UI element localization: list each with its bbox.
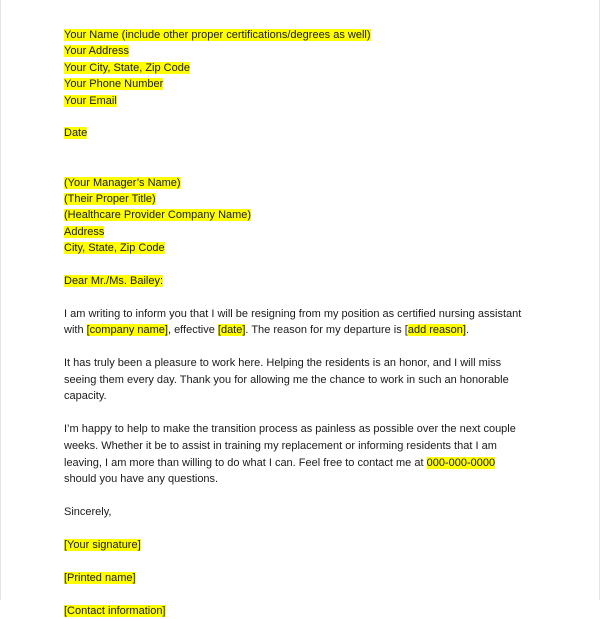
sender-phone: Your Phone Number	[64, 78, 164, 91]
paragraph-1-line-2: with [company name], effective [date]. The reason for my departure is [add reason].	[64, 324, 470, 337]
paragraph-1	[64, 306, 564, 339]
contact-information-placeholder: [Contact information]	[64, 604, 166, 617]
printed-name-placeholder: [Printed name]	[64, 571, 136, 584]
letter-body	[64, 27, 564, 619]
phone-placeholder: 000-000-0000	[426, 456, 496, 469]
sender-city-state-zip: Your City, State, Zip Code	[64, 61, 190, 74]
date-placeholder: [date]	[217, 324, 246, 337]
paragraph-3-line-3: leaving, I am more than willing to do what I can. Feel free to contact me at 000-000-0000	[64, 456, 496, 469]
sender-address: Your Address	[64, 45, 130, 58]
sender-name: Your Name (include other proper certifications/degrees as well)	[64, 29, 371, 41]
paragraph-3-line-4: should you have any questions.	[64, 473, 219, 486]
paragraph-3-line-1: I’m happy to help to make the transition process as painless as possible over the next couple	[64, 423, 516, 436]
paragraph-2-line-3: capacity.	[64, 390, 107, 403]
paragraph-3	[64, 421, 564, 487]
recipient-company: (Healthcare Provider Company Name)	[64, 209, 252, 222]
paragraph-2-line-1: It has truly been a pleasure to work here. Helping the residents is an honor, and I will miss	[64, 357, 502, 370]
signature-placeholder: [Your signature]	[64, 538, 141, 551]
salutation: Dear Mr./Ms. Bailey:	[64, 274, 164, 287]
paragraph-3-line-2: weeks. Whether it be to assist in training my replacement or informing residents that I am	[64, 439, 497, 452]
company-name-placeholder: [company name]	[86, 324, 168, 337]
sender-block-name	[64, 27, 564, 43]
paragraph-2	[64, 355, 564, 405]
paragraph-1-line-1: I am writing to inform you that I will be resigning from my position as certified nursing assistant	[64, 307, 522, 320]
recipient-address: Address	[64, 225, 105, 238]
paragraph-2-line-2: seeing them every day. Thank you for allowing me the chance to work in such an honorable	[64, 373, 509, 386]
closing: Sincerely,	[64, 506, 112, 519]
recipient-manager-name: (Your Manager’s Name)	[64, 176, 181, 189]
reason-placeholder: add reason]	[407, 324, 466, 337]
sender-email: Your Email	[64, 94, 117, 107]
recipient-city-state-zip: City, State, Zip Code	[64, 242, 165, 255]
recipient-title: (Their Proper Title)	[64, 192, 156, 205]
letter-date: Date	[64, 127, 88, 140]
